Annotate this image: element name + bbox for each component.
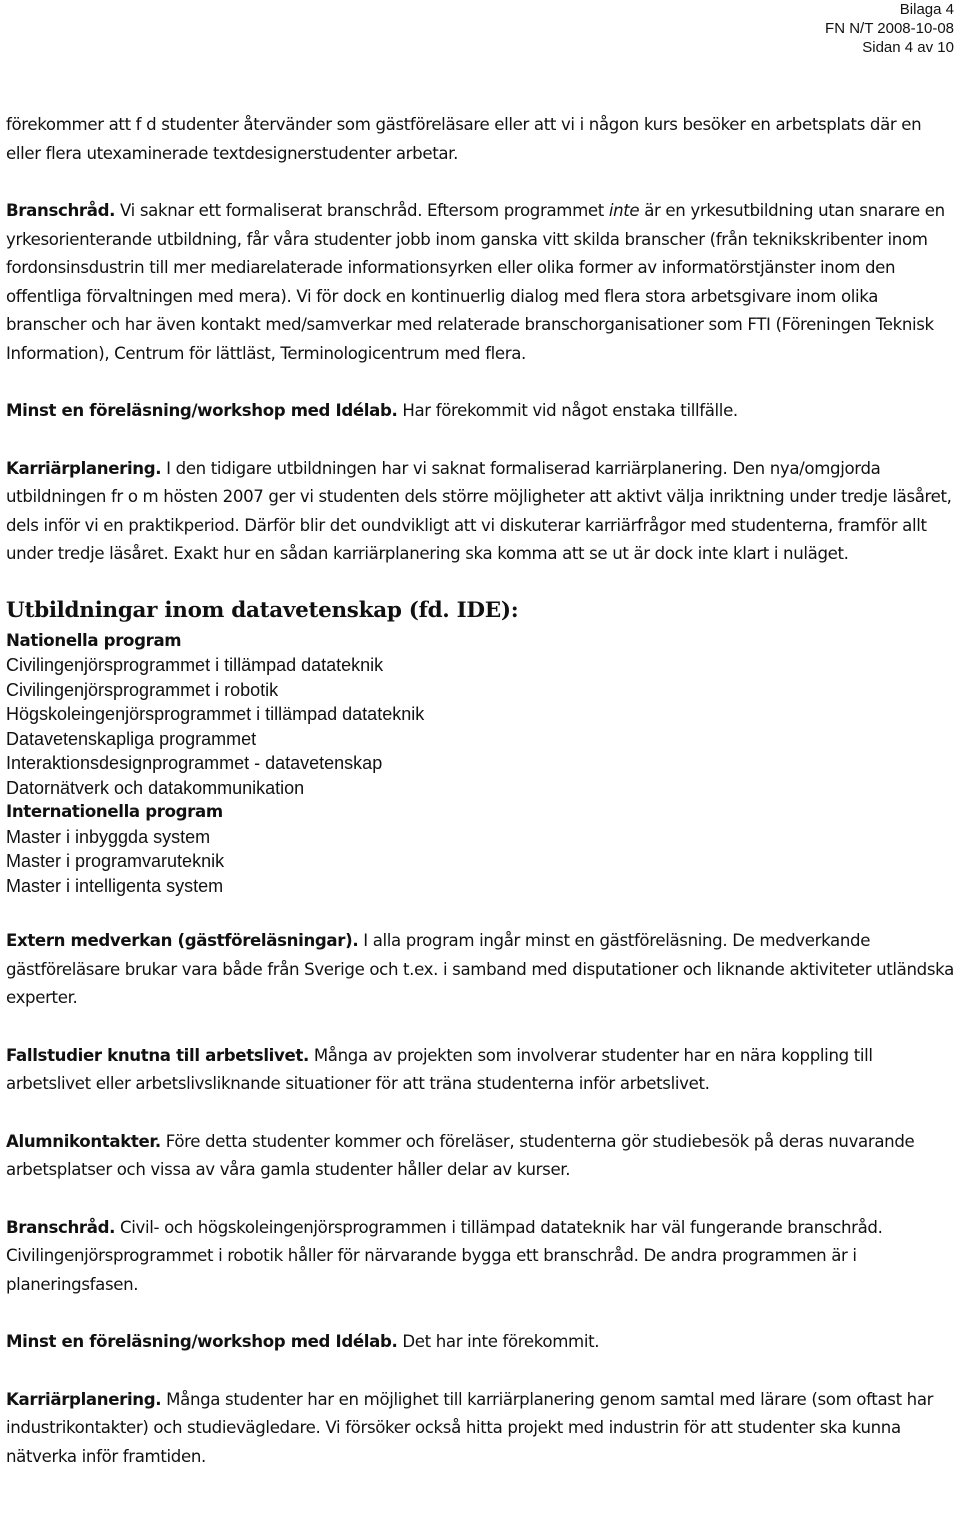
national-programs-title: Nationella program xyxy=(6,630,182,650)
page-header xyxy=(825,0,954,57)
paragraph-label: Alumnikontakter. xyxy=(6,1131,161,1151)
program-item: Högskoleingenjörsprogrammet i tillämpad datateknik xyxy=(6,704,425,724)
program-item: Master i inbyggda system xyxy=(6,826,211,847)
program-item: Civilingenjörsprogrammet i robotik xyxy=(6,679,279,700)
program-item: Master i programvaruteknik xyxy=(6,851,225,871)
paragraph-alumnikontakter: Alumnikontakter. Före detta studenter kommer och föreläser, studenterna gör studiebesök på deras nuvarande arbetsplatser och vissa av våra gamla studenter håller delar av kurser. xyxy=(6,1131,915,1179)
header-attachment: Bilaga 4 xyxy=(899,1,954,18)
document-body xyxy=(6,111,960,1471)
paragraph-label: Extern medverkan (gästföreläsningar). xyxy=(6,931,359,950)
paragraph-branschrad-1: Branschråd. Vi saknar ett formaliserat branschråd. Eftersom programmet inte är en yrkesutbildning utan snarare en yrkesorienterande utbildning, får våra studenter jobb inom ganska vitt skilda branscher (från teknikskribenter inom fordonsinsdustrin till mer mediarelaterade informationsyrken eller olika former av informatörstjänster inom den offentliga förvaltningen med mera). Vi för dock en kontinuerlig dialog med flera stora arbetsgivare inom olika branscher och har även kontakt med/samverkar med relaterade branschorganisationer som FTI (Föreningen Teknisk Information), Centrum för lättläst, Terminologicentrum med flera. xyxy=(6,201,945,363)
program-item: Datornätverk och datakommunikation xyxy=(6,777,305,798)
header-page-number: Sidan 4 av 10 xyxy=(862,39,954,56)
paragraph-label: Branschråd. xyxy=(6,201,116,220)
paragraph-label: Karriärplanering. xyxy=(6,458,162,478)
program-item: Master i intelligenta system xyxy=(6,875,224,896)
program-item: Interaktionsdesignprogrammet - datavetenskap xyxy=(6,753,383,773)
paragraph-label: Minst en föreläsning/workshop med Idélab. xyxy=(6,401,398,420)
paragraph-label: Branschråd. xyxy=(6,1217,116,1237)
paragraph-extern-medverkan: Extern medverkan (gästföreläsningar). I alla program ingår minst en gästföreläsning. De medverkande gästföreläsare brukar vara både från Sverige och t.ex. i samband med disputationer och liknande aktiviteter utländska experter. xyxy=(6,931,954,1007)
paragraph-label: Minst en föreläsning/workshop med Idélab. xyxy=(6,1332,398,1351)
paragraph-fallstudier: Fallstudier knutna till arbetslivet. Många av projekten som involverar studenter har en nära koppling till arbetslivet eller arbetslivsliknande situationer för att träna studenterna inför arbetslivet. xyxy=(6,1045,873,1093)
paragraph-label: Karriärplanering. xyxy=(6,1389,162,1409)
paragraph-idelab-2: Minst en föreläsning/workshop med Idélab. Det har inte förekommit. xyxy=(6,1332,600,1351)
paragraph-karriar-1: Karriärplanering. I den tidigare utbildningen har vi saknat formaliserad karriärplanering. Den nya/omgjorda utbildningen fr o m hösten 2007 ger vi studenten dels större möjligheter att aktivt välja inriktning under tredje läsåret, dels inför vi en praktikperiod. Därför blir det oundvikligt att vi diskuterar karriärfrågor med studenterna, framför allt under tredje läsåret. Exakt hur en sådan karriärplanering ska komma att se ut är dock inte klart i nuläget. xyxy=(6,458,952,563)
program-item: Datavetenskapliga programmet xyxy=(6,728,257,749)
paragraph-karriar-2: Karriärplanering. Många studenter har en möjlighet till karriärplanering genom samtal med lärare (som oftast har industrikontakter) och studievägledare. Vi försöker också hitta projekt med industrin för att studenter ska kunna nätverka inför framtiden. xyxy=(6,1389,934,1466)
program-list xyxy=(6,629,960,899)
paragraph-idelab-1: Minst en föreläsning/workshop med Idélab. Har förekommit vid något enstaka tillfälle. xyxy=(6,401,738,420)
paragraph-branschrad-2: Branschråd. Civil- och högskoleingenjörsprogrammen i tillämpad datateknik har väl fungerande branschråd. Civilingenjörsprogrammet i robotik håller för närvarande bygga ett branschråd. De andra programmen är i planeringsfasen. xyxy=(6,1217,883,1294)
section-heading: Utbildningar inom datavetenskap (fd. IDE): xyxy=(6,597,519,623)
paragraph-label: Fallstudier knutna till arbetslivet. xyxy=(6,1045,309,1065)
header-reference: FN N/T 2008-10-08 xyxy=(825,20,954,37)
program-item: Civilingenjörsprogrammet i tillämpad datateknik xyxy=(6,655,384,675)
international-programs-title: Internationella program xyxy=(6,802,223,821)
paragraph-continuation: förekommer att f d studenter återvänder som gästföreläsare eller att vi i någon kurs besöker en arbetsplats där en eller flera utexaminerade textdesignerstudenter arbetar. xyxy=(6,115,922,163)
